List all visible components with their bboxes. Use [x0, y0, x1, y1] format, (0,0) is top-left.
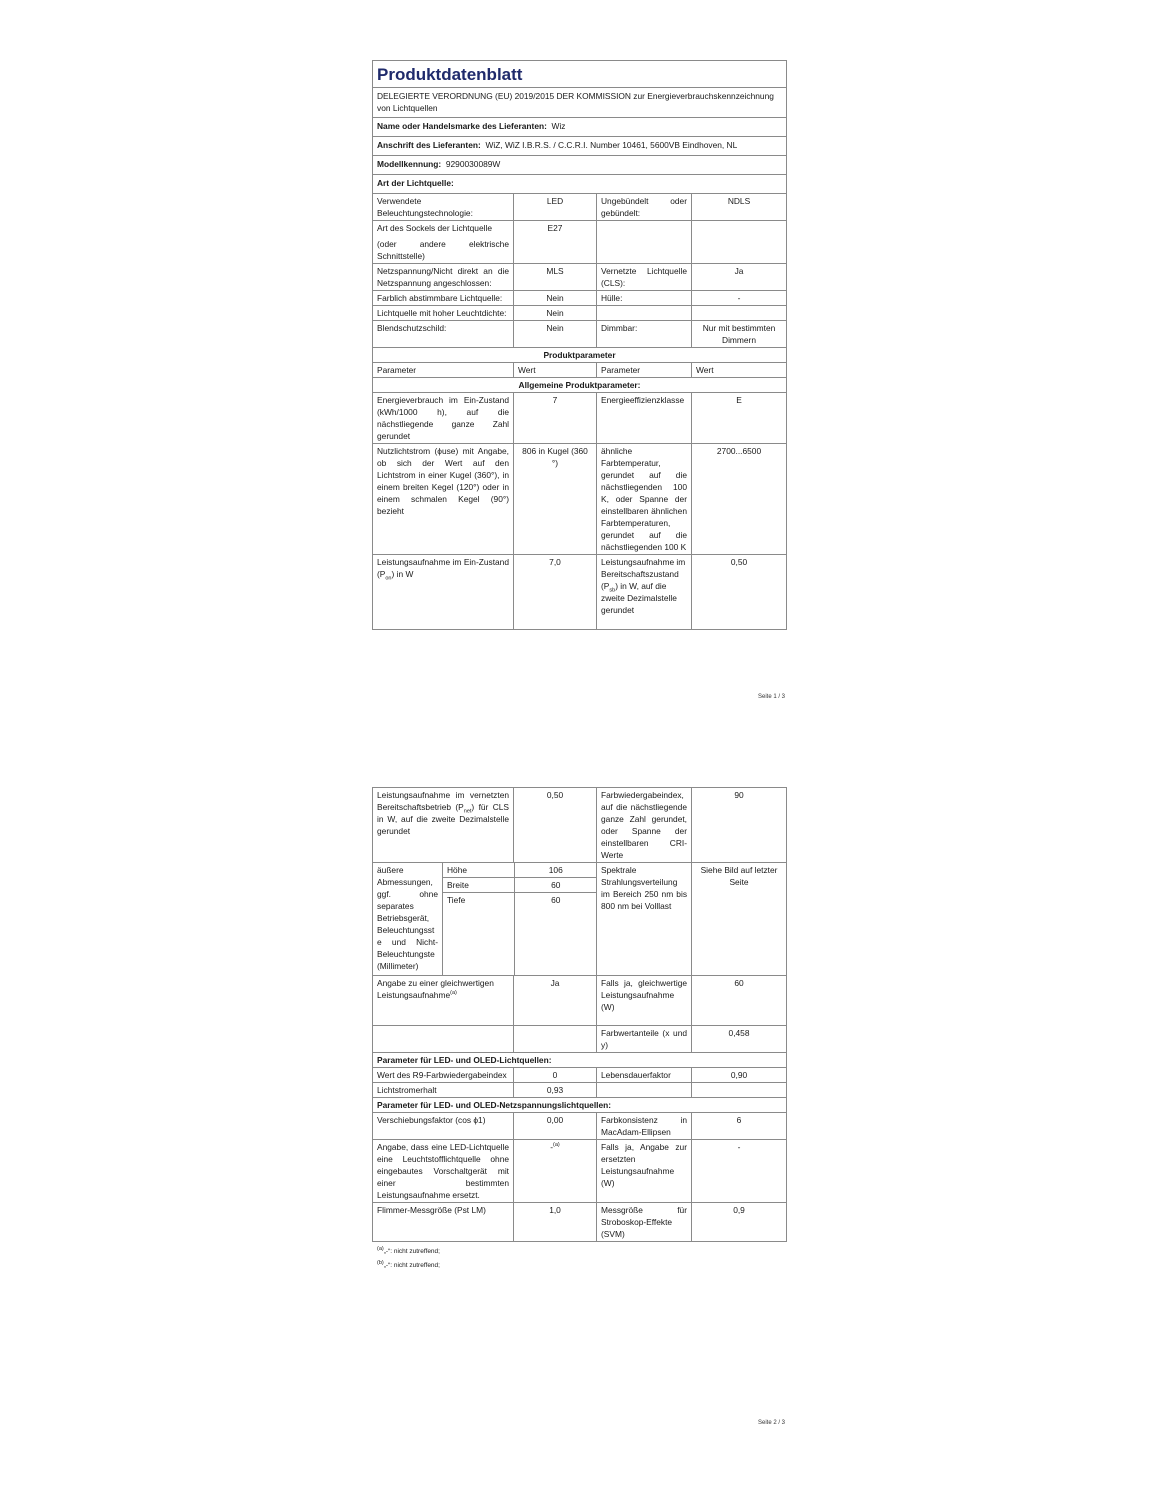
param-value: 90 — [692, 788, 787, 863]
param-value: 0,458 — [692, 1026, 787, 1053]
type-row — [373, 194, 787, 221]
dimension-row — [443, 863, 597, 878]
general-row — [373, 444, 787, 555]
dimension-row — [443, 878, 597, 893]
param-label: Blendschutzschild: — [373, 321, 514, 348]
column-header-value: Wert — [514, 363, 597, 378]
param-label: Energieverbrauch im Ein-Zustand (kWh/1000 h), auf die nächstliegende ganze Zahl gerundet — [373, 393, 514, 444]
dimensions-cell — [443, 863, 597, 976]
param-value-text: - — [550, 1142, 554, 1152]
param-label — [597, 555, 692, 630]
param-label: Dimmbar: — [597, 321, 692, 348]
footnote-marker: (b) — [377, 1259, 384, 1266]
param-value: 2700...6500 — [692, 444, 787, 555]
param-label: Falls ja, Angabe zur ersetzten Leistungsaufnahme (W) — [597, 1140, 692, 1203]
dimension-value: 60 — [514, 878, 597, 893]
param-value: 0,90 — [692, 1068, 787, 1083]
param-value: 0,9 — [692, 1203, 787, 1242]
param-label-text: ) für CLS in W, auf die zweite Dezimalstelle gerundet — [377, 802, 510, 836]
param-label-subscript: on — [385, 575, 392, 582]
param-value: - — [692, 291, 787, 306]
param-label: Spektrale Strahlungsverteilung im Bereich 250 nm bis 800 nm bei Volllast — [597, 863, 692, 976]
param-label: Farbkonsistenz in MacAdam-Ellipsen — [597, 1113, 692, 1140]
dimension-name: Tiefe — [443, 893, 514, 976]
general-parameters-heading: Allgemeine Produktparameter: — [373, 378, 787, 393]
param-value: Ja — [692, 264, 787, 291]
dimension-row — [443, 893, 597, 976]
param-label: Lichtquelle mit hoher Leuchtdichte: — [373, 306, 514, 321]
param-label-text: Leistungsaufnahme im Ein-Zustand (P — [377, 557, 509, 579]
param-value: 1,0 — [514, 1203, 597, 1242]
dimension-name: Breite — [443, 878, 514, 893]
equivalent-power-row — [373, 976, 787, 1026]
param-value: 0,50 — [514, 788, 597, 863]
supplier-name-row — [373, 118, 787, 137]
param-value: Nein — [514, 306, 597, 321]
param-label-text: Angabe zu einer gleichwertigen Leistungsaufnahme — [377, 978, 494, 1000]
footnote-marker: (a) — [553, 1142, 560, 1149]
param-value: Siehe Bild auf letzter Seite — [692, 863, 787, 976]
param-label: Verwendete Beleuchtungstechnologie: — [373, 194, 514, 221]
type-row — [373, 221, 787, 264]
page-number: Seite 1 / 3 — [758, 694, 786, 700]
footnote-text: „-“: nicht zutreffend; — [383, 1248, 440, 1255]
param-value — [514, 1140, 597, 1203]
param-label — [373, 555, 514, 630]
document-title: Produktdatenblatt — [373, 61, 787, 88]
datasheet-page-2 — [372, 787, 786, 1273]
net-standby-row — [373, 788, 787, 863]
led-parameters-heading: Parameter für LED- und OLED-Lichtquellen: — [373, 1053, 787, 1068]
regulation-text: DELEGIERTE VERORDNUNG (EU) 2019/2015 DER KOMMISSION zur Energieverbrauchskennzeichnung von Lichtquellen — [373, 88, 787, 118]
param-label: Farbwertanteile (x und y) — [597, 1026, 692, 1053]
param-value: 806 in Kugel (360 °) — [514, 444, 597, 555]
param-label: Hülle: — [597, 291, 692, 306]
param-value: MLS — [514, 264, 597, 291]
led-row — [373, 1083, 787, 1098]
param-value: - — [692, 1140, 787, 1203]
param-value — [692, 1083, 787, 1098]
param-value: 7,0 — [514, 555, 597, 630]
mains-row — [373, 1203, 787, 1242]
dimension-value: 106 — [514, 863, 597, 878]
empty-cell — [514, 1026, 597, 1053]
footnote — [377, 1259, 786, 1273]
type-row — [373, 291, 787, 306]
supplier-address: WiZ, WiZ I.B.R.S. / C.C.R.I. Number 10461, 5600VB Eindhoven, NL — [485, 140, 738, 150]
dimensions-row — [373, 863, 787, 976]
type-row — [373, 306, 787, 321]
param-label-text: ) in W — [391, 569, 414, 579]
param-label-subscript: net — [463, 808, 472, 815]
param-label: Farblich abstimmbare Lichtquelle: — [373, 291, 514, 306]
param-value: Nein — [514, 291, 597, 306]
param-value: E27 — [514, 221, 597, 264]
param-label: Ungebündelt oder gebündelt: — [597, 194, 692, 221]
general-row — [373, 555, 787, 630]
footnote-text: „-“: nicht zutreffend; — [383, 1262, 440, 1269]
type-row — [373, 321, 787, 348]
param-label — [597, 221, 692, 264]
param-label-text: ) in W, auf die zweite Dezimalstelle gerundet — [601, 581, 677, 615]
param-label-line: (oder andere elektrische Schnittstelle) — [377, 239, 509, 261]
param-label: Flimmer-Messgröße (Pst LM) — [373, 1203, 514, 1242]
column-header-parameter: Parameter — [597, 363, 692, 378]
param-label: Wert des R9-Farbwiedergabeindex — [373, 1068, 514, 1083]
dimension-name: Höhe — [443, 863, 514, 878]
product-parameters-heading: Produktparameter — [373, 348, 787, 363]
footnote-marker: (a) — [377, 1245, 384, 1252]
param-label — [373, 221, 514, 264]
param-label: Falls ja, gleichwertige Leistungsaufnahme (W) — [597, 976, 692, 1026]
param-value: 0 — [514, 1068, 597, 1083]
column-header-row — [373, 363, 787, 378]
param-label: Angabe, dass eine LED-Lichtquelle eine Leuchtstofflichtquelle ohne eingebautes Vorschaltgerät mit einer bestimmten Leistungsaufnahme ersetzt. — [373, 1140, 514, 1203]
mains-parameters-heading: Parameter für LED- und OLED-Netzspannungslichtquellen: — [373, 1098, 787, 1113]
supplier-name-label: Name oder Handelsmarke des Lieferanten: — [377, 121, 547, 131]
model-row — [373, 156, 787, 175]
param-value: E — [692, 393, 787, 444]
param-label: Messgröße für Stroboskop-Effekte (SVM) — [597, 1203, 692, 1242]
param-value: LED — [514, 194, 597, 221]
param-value: Nein — [514, 321, 597, 348]
supplier-address-row — [373, 137, 787, 156]
model-id: 9290030089W — [445, 159, 501, 169]
general-row — [373, 393, 787, 444]
type-row — [373, 264, 787, 291]
dimensions-table — [443, 863, 597, 975]
param-label — [373, 788, 514, 863]
footnote-marker: (a) — [450, 990, 457, 997]
dimensions-label: äußere Abmessungen, ggf. ohne separates Betriebsgerät, Beleuchtungsste und Nicht-Beleuchtungste (Millimeter) — [373, 863, 443, 976]
param-label-text: Leistungsaufnahme im vernetzten Bereitschaftsbetrieb (P — [377, 790, 510, 812]
empty-cell — [373, 1026, 514, 1053]
param-label — [597, 1083, 692, 1098]
param-label: Vernetzte Lichtquelle (CLS): — [597, 264, 692, 291]
supplier-name: Wiz — [551, 121, 566, 131]
param-label: Energieeffizienzklasse — [597, 393, 692, 444]
param-value: 0,50 — [692, 555, 787, 630]
param-label: Lichtstromerhalt — [373, 1083, 514, 1098]
datasheet-table-page-2 — [372, 787, 787, 1242]
param-value: Ja — [514, 976, 597, 1026]
param-value: 60 — [692, 976, 787, 1026]
mains-row — [373, 1140, 787, 1203]
model-label: Modellkennung: — [377, 159, 442, 169]
param-value: 7 — [514, 393, 597, 444]
param-label-text: Leistungsaufnahme im Bereitschaftszustand (P — [601, 557, 686, 591]
param-label: Verschiebungsfaktor (cos ϕ1) — [373, 1113, 514, 1140]
column-header-value: Wert — [692, 363, 787, 378]
param-value: 6 — [692, 1113, 787, 1140]
param-label: Farbwiedergabeindex, auf die nächstliegende ganze Zahl gerundet, oder Spanne der einstellbaren CRI-Werte — [597, 788, 692, 863]
param-label: Lebensdauerfaktor — [597, 1068, 692, 1083]
param-value: Nur mit bestimmten Dimmern — [692, 321, 787, 348]
param-label: Nutzlichtstrom (ϕuse) mit Angabe, ob sich der Wert auf den Lichtstrom in einer Kugel (360°), in einem breiten Kegel (120°) oder in einem schmalen Kegel (90°) bezieht — [373, 444, 514, 555]
supplier-address-label: Anschrift des Lieferanten: — [377, 140, 481, 150]
param-value — [692, 306, 787, 321]
param-value — [692, 221, 787, 264]
param-label-subscript: sb — [609, 587, 616, 594]
light-source-type-heading: Art der Lichtquelle: — [373, 175, 787, 194]
param-label-line: Art des Sockels der Lichtquelle — [377, 223, 492, 233]
param-label: Netzspannung/Nicht direkt an die Netzspannung angeschlossen: — [373, 264, 514, 291]
mains-row — [373, 1113, 787, 1140]
param-value: 0,93 — [514, 1083, 597, 1098]
chromaticity-row — [373, 1026, 787, 1053]
column-header-parameter: Parameter — [373, 363, 514, 378]
datasheet-page-1 — [372, 60, 786, 630]
param-label — [373, 976, 514, 1026]
param-value: 0,00 — [514, 1113, 597, 1140]
datasheet-table-page-1 — [372, 60, 787, 630]
led-row — [373, 1068, 787, 1083]
footnote — [377, 1245, 786, 1259]
dimension-value: 60 — [514, 893, 597, 976]
param-label — [597, 306, 692, 321]
param-label: ähnliche Farbtemperatur, gerundet auf die nächstliegenden 100 K, oder Spanne der einstellbaren ähnlichen Farbtemperaturen, gerundet auf die nächstliegenden 100 K — [597, 444, 692, 555]
param-value: NDLS — [692, 194, 787, 221]
page-number: Seite 2 / 3 — [758, 1420, 786, 1426]
footnotes — [372, 1245, 786, 1273]
